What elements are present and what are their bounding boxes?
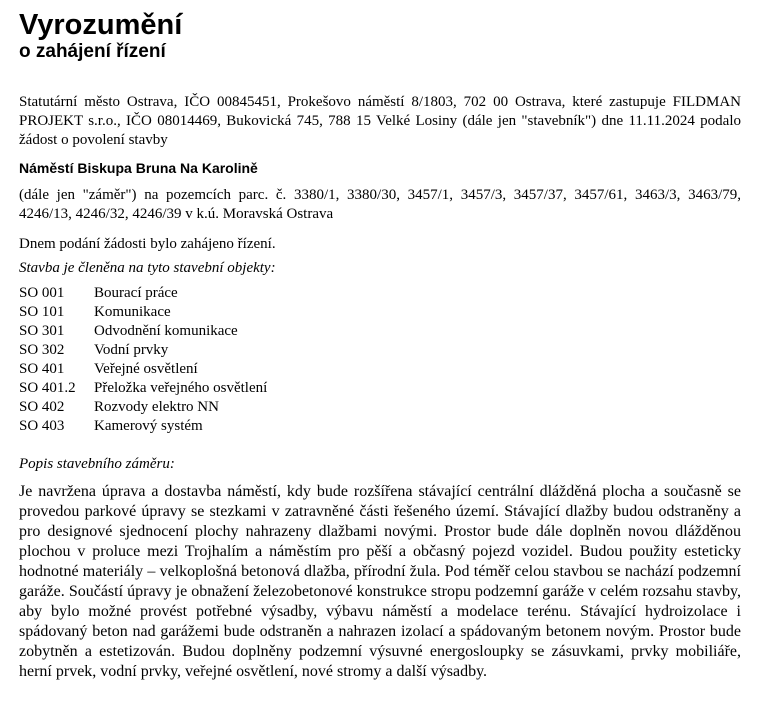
list-item (19, 341, 741, 360)
object-code: SO 401.2 (19, 380, 76, 396)
object-name: Odvodnění komunikace (94, 323, 238, 339)
object-name: Vodní prvky (94, 342, 169, 358)
list-item (19, 284, 741, 303)
list-item (19, 360, 741, 379)
parcels-paragraph: (dále jen "záměr") na pozemcích parc. č. 3380/1, 3380/30, 3457/1, 3457/3, 3457/37, 3457/61, 3463/3, 3463/79, 4246/13, 4246/32, 4246/39 v k.ú. Moravská Ostrava (19, 187, 741, 222)
applicant-paragraph: Statutární město Ostrava, IČO 00845451, Prokešovo náměstí 8/1803, 702 00 Ostrava, které zastupuje FILDMAN PROJEKT s.r.o., IČO 08014469, Bukovická 745, 788 15 Velké Losiny (dále jen "stavebník") dne 11.11.2024 podalo žádost o povolení stavby (19, 94, 741, 148)
objects-heading: Stavba je členěna na tyto stavební objekty: (19, 260, 276, 276)
description-paragraph: Je navržena úprava a dostavba náměstí, kdy bude rozšířena stávající centrální dlážděná plocha a současně se provedou parkové úpravy se stezkami v zatravněné části řešeného území. Stávající dlažby budou odstraněny a pro designové sjednocení plochy nahrazeny dlažbami novými. Prostor bude dále doplněn novou dlážděnou plochou v proluce mezi Trojhalím a náměstím pro pěší a občasný pojezd vozidel. Budou použity esteticky hodnotné materiály – velkoplošná betonová dlažba, přírodní žula. Pod téměř celou stavbou se nachází podzemní garáže. Součástí úpravy je obnažení železobetonové konstrukce stropu podzemní garáže v celém rozsahu stavby, aby bylo možné provést potřebné výsadby, výbavu náměstí a modelace terénu. Stávající hydroizolace i spádovaný beton nad garážemi bude odstraněn a nahrazen izolací a spádovaným betonem novým. Prostor bude zobytněn a estetizován. Budou doplněny podzemní výsuvné energosloupky se zásuvkami, prvky mobiliáře, herní prvek, vodní prvky, veřejné osvětlení, nové stromy a další výsadby. (19, 483, 741, 680)
proceeding-started-text: Dnem podání žádosti bylo zahájeno řízení. (19, 236, 276, 252)
object-name: Rozvody elektro NN (94, 399, 219, 415)
object-code: SO 101 (19, 304, 65, 320)
object-name: Veřejné osvětlení (94, 361, 198, 377)
document-page (19, 0, 741, 682)
description-heading: Popis stavebního záměru: (19, 456, 175, 472)
objects-list (19, 284, 741, 436)
list-item (19, 303, 741, 322)
list-item (19, 398, 741, 417)
object-name: Bourací práce (94, 285, 178, 301)
document-title: Vyrozumění (19, 9, 183, 41)
object-code: SO 301 (19, 323, 65, 339)
object-code: SO 001 (19, 285, 65, 301)
list-item (19, 417, 741, 436)
document-subtitle: o zahájení řízení (19, 41, 166, 62)
object-name: Komunikace (94, 304, 171, 320)
object-code: SO 401 (19, 361, 65, 377)
object-code: SO 402 (19, 399, 65, 415)
object-name: Přeložka veřejného osvětlení (94, 380, 268, 396)
list-item (19, 379, 741, 398)
project-name: Náměstí Biskupa Bruna Na Karolině (19, 160, 258, 176)
list-item (19, 322, 741, 341)
object-name: Kamerový systém (94, 418, 203, 434)
object-code: SO 302 (19, 342, 65, 358)
object-code: SO 403 (19, 418, 65, 434)
